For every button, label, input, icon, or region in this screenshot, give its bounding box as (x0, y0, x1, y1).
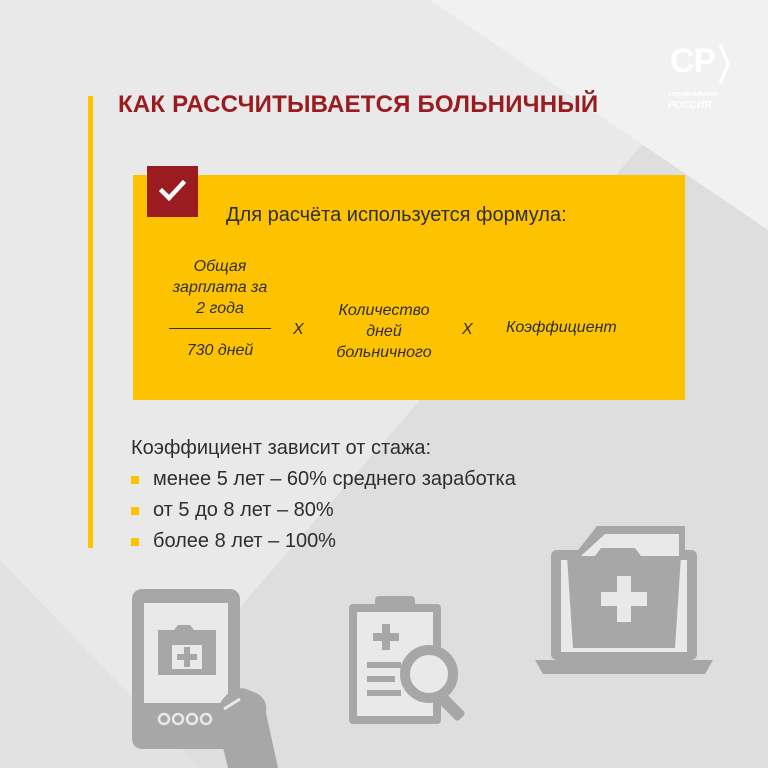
multiply-sign: Х (462, 321, 473, 338)
list-item: более 8 лет – 100% (131, 529, 516, 560)
party-logo (668, 42, 732, 118)
list-item: менее 5 лет – 60% среднего заработка (131, 467, 516, 498)
accent-vertical-bar (88, 96, 93, 548)
formula-title: Для расчёта используется формула: (226, 204, 567, 226)
page-title: КАК РАССЧИТЫВАЕТСЯ БОЛЬНИЧНЫЙ (118, 91, 599, 118)
logo-line1: справедливая (668, 91, 718, 98)
fraction-line (169, 328, 271, 329)
formula-coefficient: Коэффициент (506, 319, 617, 336)
check-icon (159, 179, 186, 203)
bullet-icon (131, 538, 139, 546)
multiply-sign: Х (293, 321, 304, 338)
formula-sick-days: Количество дней больничного (336, 302, 432, 361)
logo-abbr: СР (670, 42, 716, 80)
check-badge (147, 166, 198, 217)
list-item: от 5 до 8 лет – 80% (131, 498, 516, 529)
coefficient-list (131, 467, 516, 560)
bullet-icon (131, 476, 139, 484)
logo-line2: РОССИЯ (668, 100, 712, 111)
clipboard-search-icon (345, 590, 485, 730)
formula-numerator: Общая зарплата за 2 года (172, 258, 268, 317)
bullet-icon (131, 507, 139, 515)
tablet-folder-icon (128, 585, 288, 768)
formula-denominator: 730 дней (186, 342, 254, 359)
laptop-folder-icon (535, 520, 715, 685)
dependency-title: Коэффициент зависит от стажа: (131, 437, 432, 459)
